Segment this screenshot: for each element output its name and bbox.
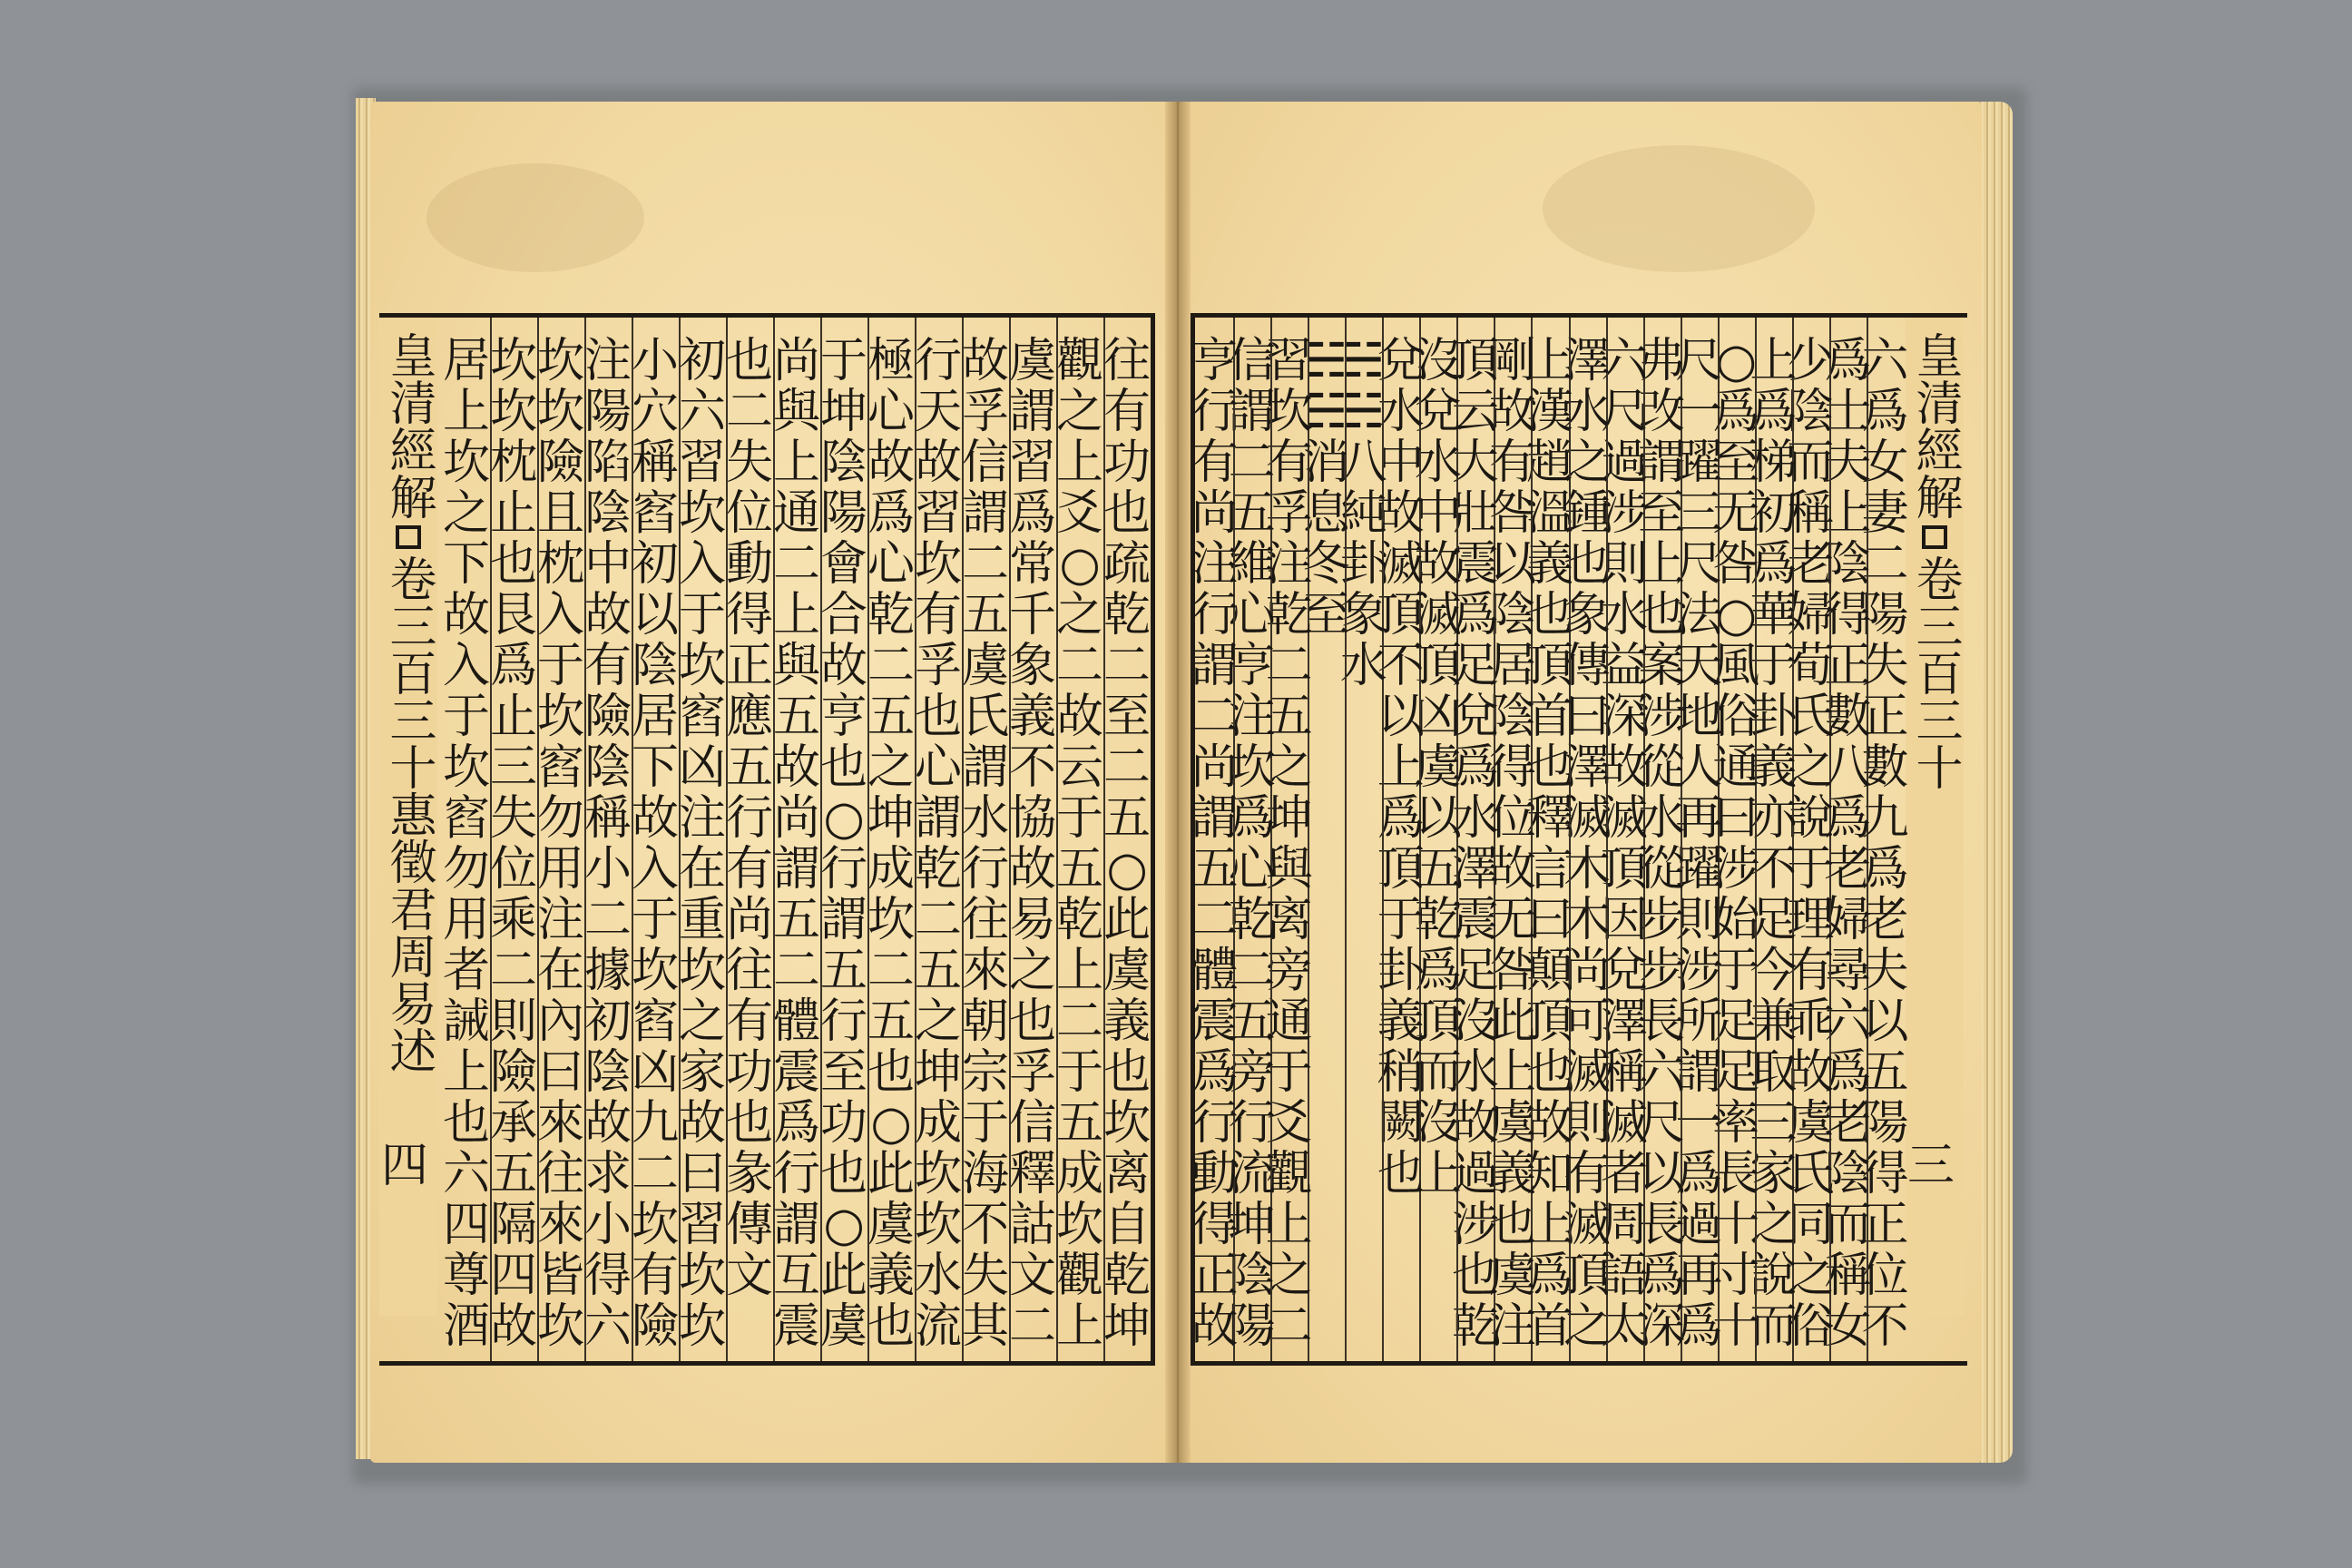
text-column: 也 二 失 位 動 得 正 應 五 行 有 尚 往 有 功 也 彖 傳 文 (726, 334, 774, 1303)
left-margin-author: 惠徵君周易述 (381, 790, 436, 1073)
text-column: 往 有 功 也 疏 乾 二 至 二 五 ○ 此 虞 義 也 坎 离 自 乾 坤 (1103, 334, 1152, 1354)
text-column: 上 爲 梯 初 爲 華 于 卦 義 亦 不 足 今 兼 取 三 家 之 說 而 (1749, 334, 1798, 1354)
text-column: 注 陽 陷 陰 中 故 有 險 陰 稱 小 二 據 初 陰 故 求 小 得 六 (584, 334, 632, 1354)
column-rule (820, 318, 822, 1361)
text-column: 沒 兌 水 中 故 滅 頂 凶 虞 以 五 乾 爲 頂 而 沒 上 (1414, 334, 1462, 1201)
left-margin-title-text: 皇清經解 (381, 331, 436, 520)
right-margin-leaf-text: 三 (1907, 1139, 1955, 1193)
right-margin-volume: 卷三百三十 (1907, 554, 1962, 790)
text-column: 剛 故 有 咎 以 陰 居 陰 得 位 故 无 咎 此 上 虞 義 也 虞 注 (1488, 334, 1536, 1354)
column-rule (632, 318, 633, 1361)
paper-stain (426, 163, 644, 272)
column-rule (962, 318, 964, 1361)
right-margin-title-text: 皇清經解 (1907, 331, 1962, 520)
text-column: ○ 爲 至 无 咎 ○ 風 俗 通 曰 涉 始 于 足 足 率 長 十 寸 十 (1712, 334, 1760, 1354)
text-column: 虞 謂 習 爲 常 千 象 義 不 協 故 易 之 也 孚 信 釋 詁 文 二 (1009, 334, 1057, 1354)
column-rule (679, 318, 681, 1361)
text-column: 六 爲 女 妻 二 陽 失 正 數 九 爲 老 夫 以 五 陽 得 正 位 不 (1861, 334, 1909, 1354)
text-column: 觀 之 上 爻 ○ 之 二 故 云 于 五 乾 上 二 于 五 成 坎 觀 上 (1056, 334, 1104, 1354)
text-column: 上 漢 趙 溫 義 也 頂 首 也 釋 言 曰 顛 頂 也 故 知 上 爲 首 (1526, 334, 1574, 1354)
text-column: 初 六 習 坎 入 于 坎 窞 凶 注 在 重 坎 之 家 故 曰 習 坎 坎 (679, 334, 727, 1354)
column-rule (1103, 318, 1105, 1361)
text-column: 六 尺 過 涉 則 水 益 深 故 滅 頂 因 兌 澤 稱 滅 者 周 語 太 (1601, 334, 1649, 1354)
column-rule (1009, 318, 1011, 1361)
text-column: 行 天 故 習 坎 有 孚 也 心 謂 乾 二 五 之 坤 成 坎 坎 水 流 (915, 334, 963, 1354)
text-column: ☵ ☵ 八 純 卦 象 水 (1339, 334, 1387, 693)
text-column: 信 謂 二 五 維 心 亨 注 坎 爲 心 乾 二 五 旁 行 流 坤 陰 陽 (1228, 334, 1276, 1354)
text-column: 澤 水 之 鍾 也 象 傳 曰 澤 滅 木 木 尚 可 滅 則 有 滅 頂 之 (1563, 334, 1612, 1354)
right-margin-title (1907, 331, 1962, 790)
text-column: 尚 與 上 通 二 上 與 五 故 尚 謂 五 二 體 震 爲 行 謂 互 震 (773, 334, 821, 1354)
fishtail-mark (396, 525, 421, 549)
text-column: 兌 水 中 故 滅 頂 不 以 上 爲 頂 于 卦 義 稍 闕 也 (1377, 334, 1425, 1201)
right-margin-leaf (1907, 1139, 1955, 1193)
column-rule (537, 318, 539, 1361)
left-margin-leaf-text: 四 (381, 1139, 429, 1193)
fishtail-mark (1922, 525, 1947, 549)
column-rule (773, 318, 775, 1361)
left-margin-volume: 卷三百三十 (381, 554, 436, 790)
text-column: 于 坤 陰 陽 會 合 故 亨 也 ○ 行 謂 五 行 至 功 也 ○ 此 虞 (820, 334, 868, 1354)
text-column: 亨 行 有 尚 注 行 謂 二 尚 謂 五 二 體 震 爲 行 動 得 正 故 (1191, 334, 1239, 1354)
book-gutter (1165, 102, 1191, 1463)
text-column: 爲 士 夫 上 陰 得 正 數 八 爲 老 婦 尋 六 爲 老 陰 而 稱 女 (1824, 334, 1872, 1354)
column-rule (490, 318, 492, 1361)
text-column: 少 陰 而 稱 老 婦 荀 氏 之 說 于 理 有 乖 故 虞 氏 同 之 俗 (1787, 334, 1835, 1354)
left-margin-title (381, 331, 436, 1073)
text-column: 尺 一 躍 三 尺 法 天 地 人 再 躍 則 涉 所 謂 一 爲 過 再 爲 (1675, 334, 1723, 1354)
text-column: 坎 坎 枕 止 也 艮 爲 止 三 失 位 乘 二 則 險 承 五 隔 四 故 (490, 334, 538, 1354)
text-column: 弗 改 謂 至 上 也 案 涉 從 水 從 步 步 長 六 尺 以 長 爲 深 (1638, 334, 1686, 1354)
text-column: 小 穴 稱 窞 初 以 陰 居 下 故 入 于 坎 窞 凶 九 二 坎 有 險 (632, 334, 680, 1354)
text-column: 極 心 故 爲 心 乾 二 五 之 坤 成 坎 二 五 也 ○ 此 虞 義 也 (867, 334, 916, 1354)
column-rule (584, 318, 586, 1361)
paper-stain (1543, 145, 1815, 272)
text-column: ☵ ☵ 消 息 冬 至 (1302, 334, 1350, 642)
right-page-edges (1976, 102, 2013, 1463)
text-column: 習 坎 有 孚 注 乾 二 五 之 坤 與 离 旁 通 于 爻 觀 上 之 二 (1265, 334, 1313, 1354)
column-rule (867, 318, 869, 1361)
column-rule (726, 318, 728, 1361)
text-column: 居 上 坎 之 下 故 入 于 坎 窞 勿 用 者 誡 上 也 六 四 尊 酒 (443, 334, 491, 1354)
text-column: 故 孚 信 謂 二 五 虞 氏 謂 水 行 往 來 朝 宗 于 海 不 失 其 (962, 334, 1010, 1354)
column-rule (1056, 318, 1058, 1361)
text-column: 頂 云 大 壯 震 爲 足 兌 爲 水 澤 震 足 沒 水 故 過 涉 也 乾 (1451, 334, 1499, 1354)
left-margin-leaf (381, 1139, 428, 1193)
text-column: 坎 坎 險 且 枕 入 于 坎 窞 勿 用 注 在 內 曰 來 往 來 皆 坎 (537, 334, 585, 1354)
column-rule (915, 318, 916, 1361)
